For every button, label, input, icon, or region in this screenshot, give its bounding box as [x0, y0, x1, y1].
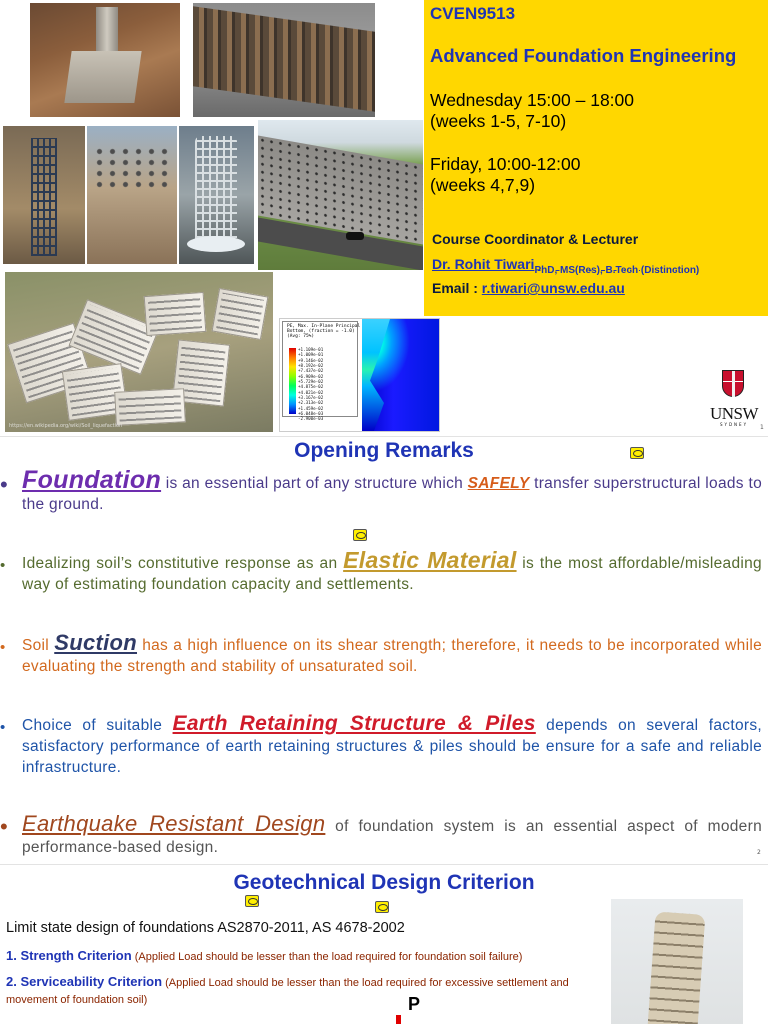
fe-colorbar-value: +4.021e-02	[298, 389, 324, 395]
fe-colorbar-value: +1.459e-02	[298, 405, 324, 411]
bullet-text: has a high influence on its shear strength; therefore, it needs to be incorporated while evaluating the strength and stability of unsaturated soil.	[22, 637, 762, 675]
bullet-text: Soil	[22, 637, 55, 654]
schedule-1-day: Wednesday 15:00 – 18:00	[430, 90, 635, 110]
bullet-foundation	[0, 466, 763, 515]
fe-colorbar-value: +1.009e-01	[298, 352, 324, 358]
fe-colorbar-labels	[298, 347, 323, 422]
bullet-text: of foundation system is an essential aspect of modern performance-based design.	[22, 818, 762, 856]
page-number: 1	[760, 424, 764, 431]
criterion-note: (Applied Load should be lesser than the load required for foundation soil failure)	[131, 951, 523, 963]
fe-strain-plume	[362, 319, 402, 431]
tower-shape	[647, 911, 706, 1024]
bullet-text: is the most affordable/misleading way of estimating foundation capacity and settlements.	[22, 555, 762, 593]
bullet-elastic-material	[0, 547, 762, 595]
pile-cage-photo	[179, 126, 254, 264]
fe-contour-plot	[279, 318, 440, 432]
pile-site-photo	[87, 126, 177, 264]
fe-colorbar-value: +6.048e-03	[298, 411, 324, 417]
fe-colorbar-value: +9.146e-02	[298, 357, 324, 363]
fe-colorbar-value: +3.167e-02	[298, 395, 324, 401]
footing-block-shape	[64, 51, 141, 103]
footing-photo	[30, 3, 180, 117]
pile-heads-shape	[93, 146, 171, 191]
load-arrow-icon	[396, 1015, 401, 1024]
criterion-label: 2. Serviceability Criterion	[6, 974, 163, 989]
design-criterion-title: Geotechnical Design Criterion	[233, 871, 535, 894]
liquefaction-photo	[5, 272, 273, 432]
fe-colorbar	[289, 348, 296, 414]
bullet-dot: •	[0, 639, 6, 656]
fe-legend	[282, 321, 361, 422]
bullet-dot: •	[0, 557, 6, 574]
leaning-tower-photo	[611, 899, 743, 1024]
strength-criterion	[6, 948, 596, 965]
email-link[interactable]: r.tiwari@unsw.edu.au	[481, 280, 625, 296]
fe-colorbar-value: +6.909e-02	[298, 373, 324, 379]
fe-legend-title: PE, Max. In-Plane Principal Bottom, (fraction = -1.0) (Avg: 75%)	[287, 324, 361, 339]
slide-course-intro	[0, 0, 768, 436]
unsw-logo	[704, 370, 764, 430]
building	[114, 388, 186, 426]
keyword-foundation: Foundation	[22, 466, 162, 494]
fe-colorbar-value: +2.313e-02	[298, 400, 324, 406]
lecturer-name: Dr. Rohit Tiwari	[432, 256, 535, 272]
fe-colorbar-value: +4.875e-02	[298, 384, 324, 390]
bullet-suction	[0, 630, 762, 677]
bullet-text: Idealizing soil’s constitutive response as an	[22, 555, 344, 572]
schedule-2-weeks: (weeks 4,7,9)	[430, 175, 536, 195]
email-label: Email :	[432, 280, 482, 296]
keyword-retaining-piles: Earth Retaining Structure & Piles	[172, 712, 536, 735]
lecturer-link[interactable]	[432, 256, 699, 276]
limit-state-standards: Limit state design of foundations AS2870-2011, AS 4678-2002	[6, 920, 405, 936]
fe-colorbar-value: -2.900e-03	[298, 416, 324, 422]
bullet-earthquake-design	[0, 811, 762, 858]
fe-contour-field	[362, 319, 440, 431]
slide-divider	[0, 864, 768, 865]
photo-caption: https://en.wikipedia.org/wiki/Soil_liquefaction	[9, 423, 123, 429]
schedule-1-weeks: (weeks 1-5, 7-10)	[430, 111, 567, 131]
bullet-retaining-structures	[0, 712, 762, 778]
lecturer-qualifications: PhD, MS(Res), B.Tech (Distinction)	[534, 264, 700, 276]
opening-remarks-title: Opening Remarks	[294, 439, 474, 462]
bullet-dot: •	[0, 814, 8, 839]
course-code: CVEN9513	[430, 4, 516, 23]
comment-icon[interactable]	[630, 447, 644, 459]
course-info-box	[424, 0, 768, 316]
sheet-pile-wall-photo	[193, 3, 375, 117]
criterion-label: 1. Strength Criterion	[6, 948, 132, 963]
fe-colorbar-value: +5.729e-02	[298, 379, 324, 385]
bullet-dot: •	[0, 719, 6, 736]
schedule-1	[430, 90, 634, 132]
keyword-elastic-material: Elastic Material	[343, 547, 517, 573]
unsw-logo-text: UNSW	[709, 404, 759, 423]
serviceability-criterion	[6, 974, 596, 1008]
comment-icon[interactable]	[353, 529, 367, 541]
bullet-text: is an essential part of any structure which	[161, 475, 468, 492]
unsw-logo-subtext: SYDNEY	[719, 422, 749, 427]
fe-colorbar-value: +7.437e-02	[298, 368, 324, 374]
unsw-crest-icon	[722, 370, 744, 397]
load-label: P	[408, 994, 421, 1014]
schedule-2	[430, 154, 580, 196]
keyword-safely: SAFELY	[467, 475, 530, 492]
bullet-text: depends on several factors, satisfactory performance of earth retaining structures & piles should be ensure for a safe and reliable infrastructure.	[22, 717, 762, 776]
rebar-cage-photo	[3, 126, 85, 264]
bullet-text: Choice of suitable	[22, 717, 173, 734]
criterion-note: (Applied Load should be lesser than the load required for excessive settlement and movement of foundation soil)	[6, 977, 569, 1006]
bullet-dot: •	[0, 472, 8, 497]
slide-divider	[0, 436, 768, 437]
bullet-text: transfer superstructural loads to the ground.	[22, 475, 763, 513]
rebar-cage-shape	[31, 138, 57, 256]
fe-colorbar-value: +8.192e-02	[298, 363, 324, 369]
keyword-suction: Suction	[54, 630, 138, 655]
comment-icon[interactable]	[375, 901, 389, 913]
fe-colorbar-value: +1.109e-01	[298, 347, 324, 352]
car-shape	[346, 232, 364, 240]
email-line	[432, 280, 625, 296]
anchored-wall-photo	[258, 120, 423, 270]
schedule-2-day: Friday, 10:00-12:00	[430, 154, 581, 174]
sheet-piles-shape	[193, 6, 375, 112]
pile-cage-shape	[195, 136, 237, 246]
comment-icon[interactable]	[245, 895, 259, 907]
role-label: Course Coordinator & Lecturer	[432, 231, 639, 247]
building	[212, 288, 269, 340]
pile-cage-base-shape	[187, 236, 245, 252]
keyword-earthquake-design: Earthquake Resistant Design	[22, 811, 326, 836]
building	[144, 292, 207, 336]
page-number: 2	[757, 849, 761, 856]
course-name: Advanced Foundation Engineering	[430, 45, 737, 66]
